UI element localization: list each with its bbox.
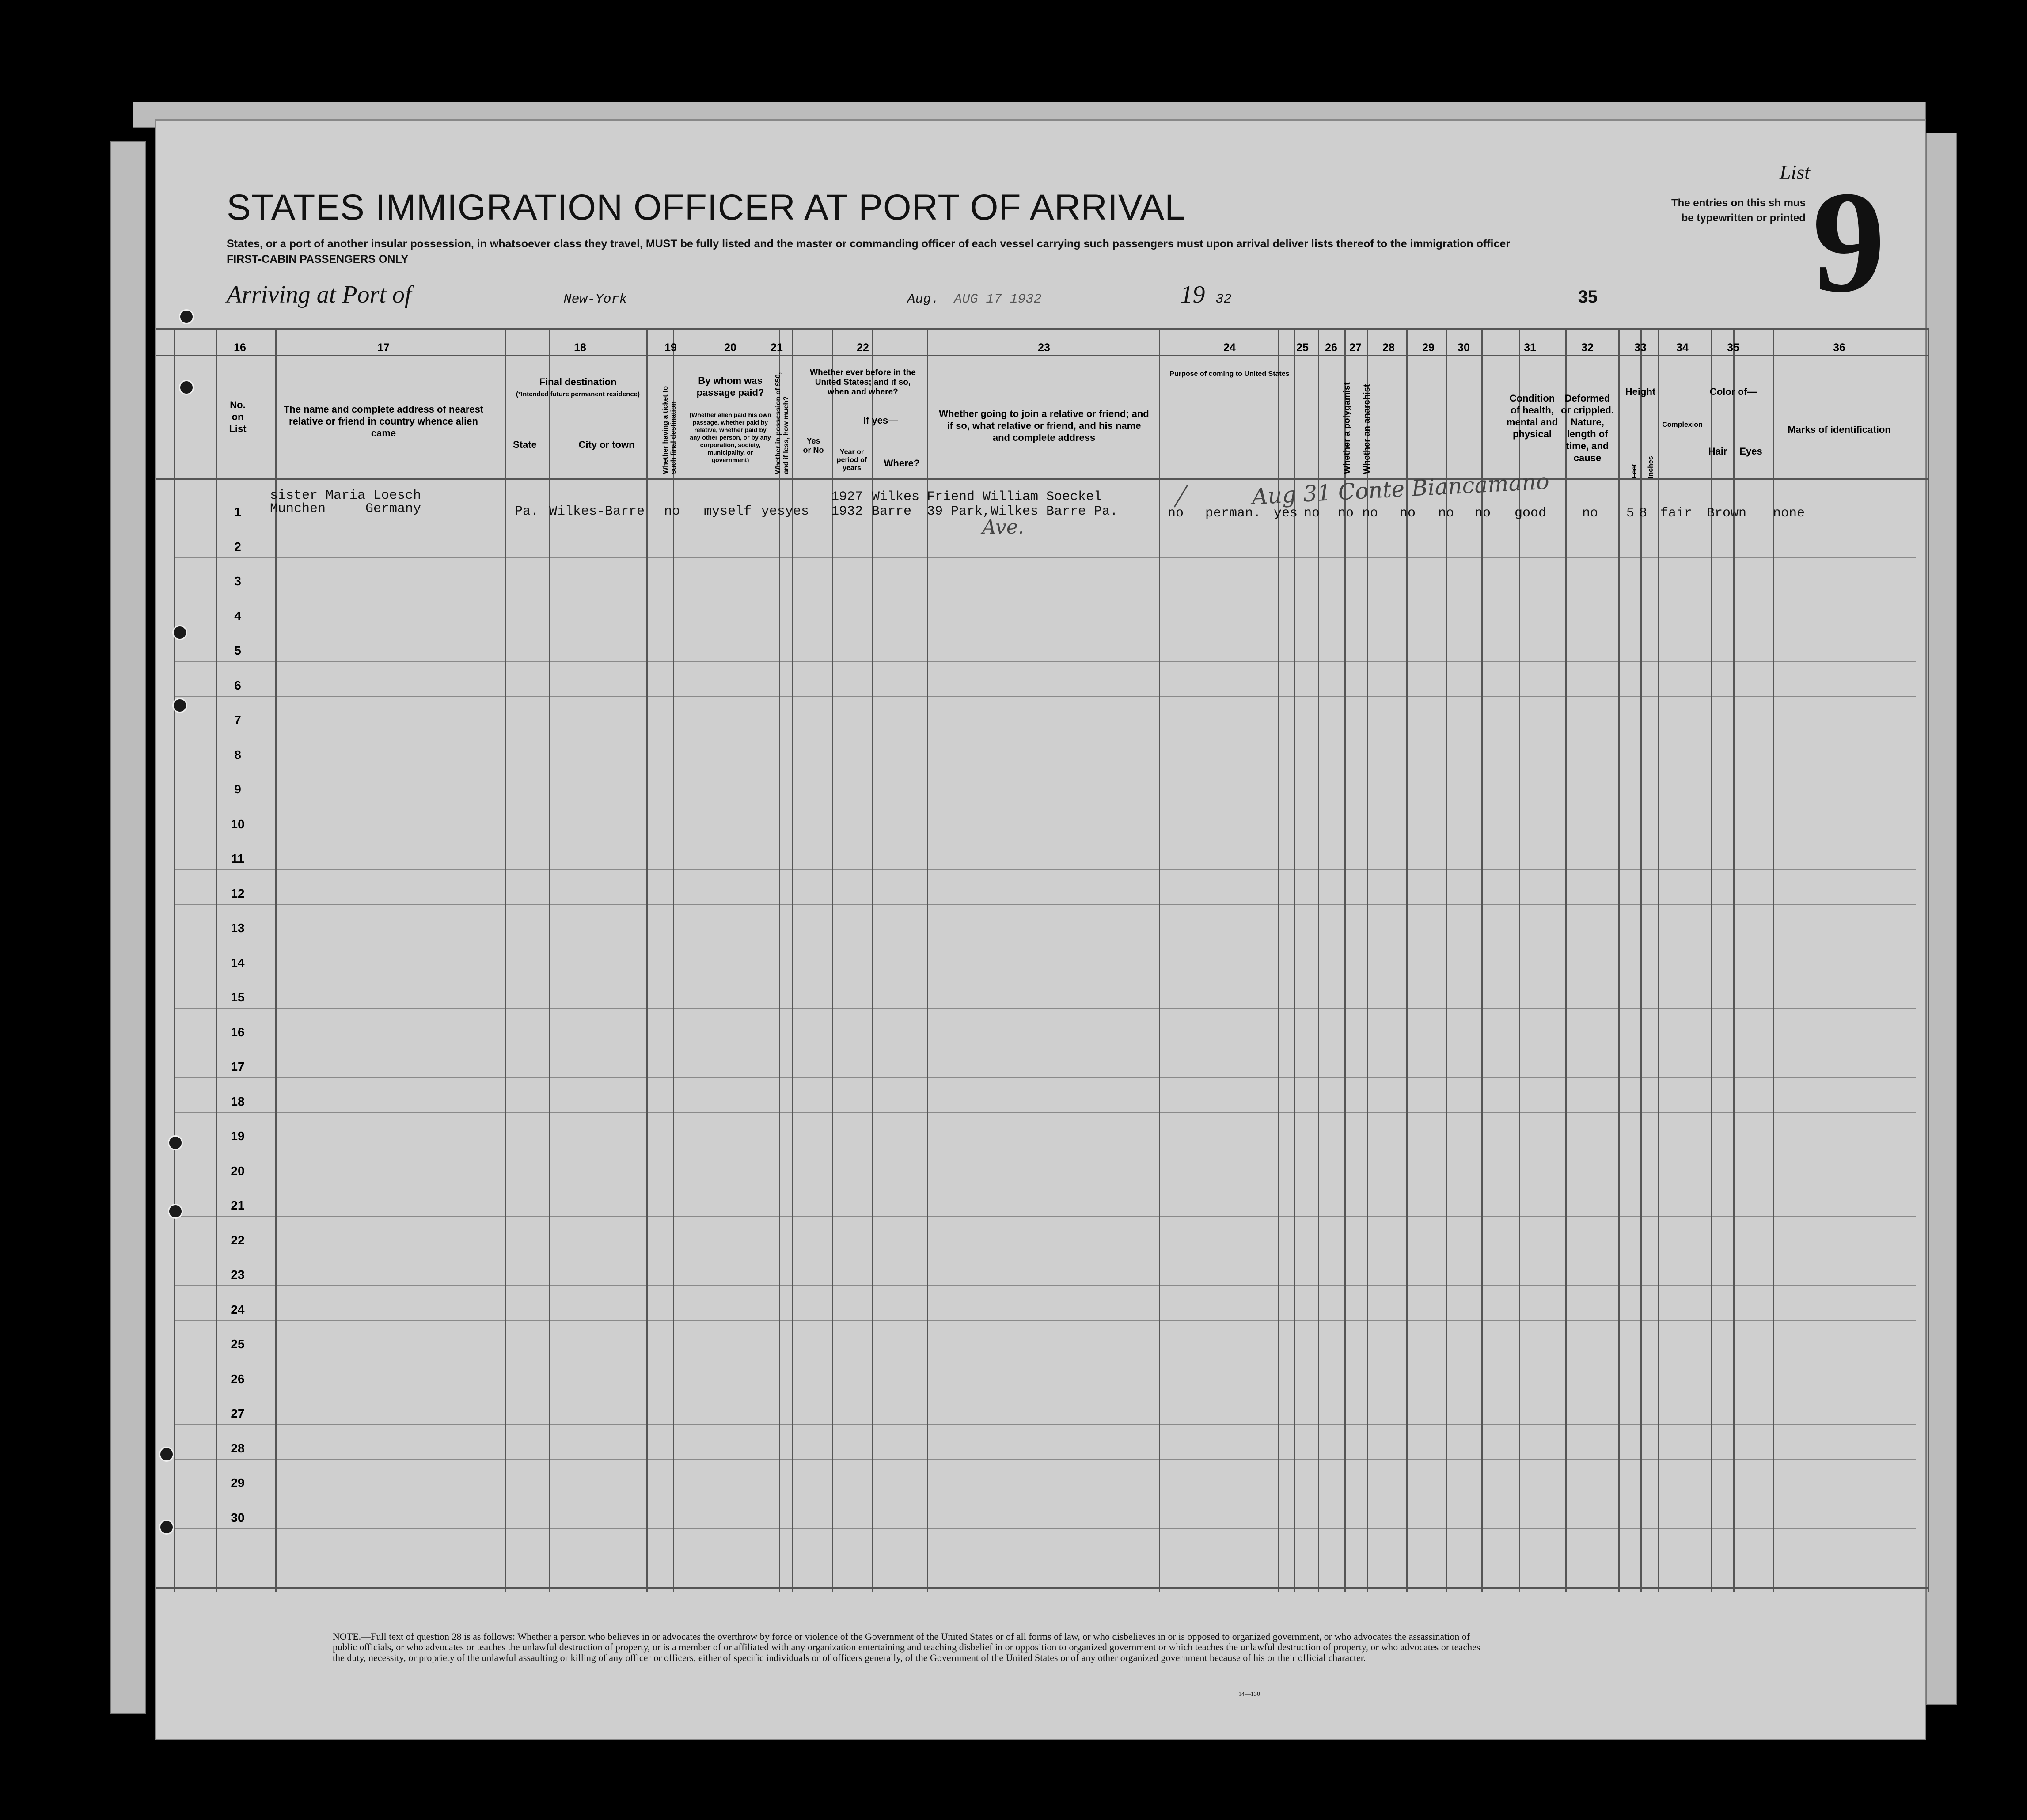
column-rule xyxy=(174,328,175,1592)
sheet-count: 35 xyxy=(1578,287,1598,307)
row-number: 7 xyxy=(234,713,241,727)
list-number: 9 xyxy=(1812,161,1885,322)
entry-where-1: Wilkes xyxy=(872,489,920,504)
entry-ticket: no xyxy=(664,504,680,519)
row-number: 16 xyxy=(231,1025,245,1039)
entry-complexion: fair xyxy=(1660,506,1693,521)
entry-deformed: no xyxy=(1582,506,1598,521)
entry-marks: none xyxy=(1773,506,1805,521)
header-condition: Condition of health, mental and physical xyxy=(1506,393,1558,440)
column-rule xyxy=(1928,328,1929,1592)
column-number: 35 xyxy=(1727,341,1739,354)
column-rule xyxy=(646,328,648,1592)
arrival-date-stamp: AUG 17 1932 xyxy=(954,292,1042,307)
header-marks: Marks of identification xyxy=(1788,424,1891,435)
row-number: 4 xyxy=(234,609,241,623)
year-suffix: 32 xyxy=(1215,292,1232,307)
binder-hole xyxy=(172,625,187,640)
row-rule xyxy=(174,1320,1916,1321)
entry-hair: Brown xyxy=(1707,506,1747,521)
row-number: 25 xyxy=(231,1337,245,1351)
column-number: 19 xyxy=(664,341,677,354)
row-number: 29 xyxy=(231,1476,245,1490)
header-rule-top xyxy=(156,328,1928,330)
footer-note: NOTE.—Full text of question 28 is as follows: Whether a person who believes in or advocates the overthrow by force or violence of the Government of the United States or of all forms of law, or who disbelieves in or is opposed to organized government, or who advocates the assassination of public officials, or who advocates or teaches the unlawful destruction of property, or is a member of or affiliated with any organization entertaining and teaching disbelief in or opposition to organized government or which teaches the unlawful destruction of property, or who advocates or teaches the duty, necessity, or propriety of the unlawful assaulting or killing of any officer or officers, either of specific individuals or of officers generally, of the Government of the United States or of any other organized government because of his or their official character. xyxy=(333,1631,1480,1663)
row-number: 5 xyxy=(234,644,241,657)
entry-c29: no xyxy=(1438,506,1454,521)
header-anarchist: Whether an anarchist xyxy=(1362,384,1372,474)
row-rule xyxy=(174,1459,1916,1460)
class-line: FIRST-CABIN PASSENGERS ONLY xyxy=(227,253,409,265)
column-number: 16 xyxy=(234,341,246,354)
row-rule xyxy=(174,696,1916,697)
entry-feet: 5 xyxy=(1626,506,1635,521)
row-rule xyxy=(174,1424,1916,1425)
entry-state: Pa. xyxy=(515,504,539,519)
row-rule xyxy=(174,661,1916,662)
arriving-label: Arriving at Port of xyxy=(227,281,412,308)
header-nearest-relative: The name and complete address of nearest relative or friend in country whence alien came xyxy=(283,404,484,439)
row-rule xyxy=(174,1216,1916,1217)
header-state: State xyxy=(513,439,537,450)
entry-where-2: Barre xyxy=(872,504,912,519)
entry-c26: no xyxy=(1338,506,1354,521)
column-number: 24 xyxy=(1223,341,1236,354)
row-number: 1 xyxy=(234,505,241,519)
entry-relative-line2: Munchen Germany xyxy=(270,501,421,516)
row-number: 13 xyxy=(231,921,245,935)
entry-inches: 8 xyxy=(1639,506,1647,521)
form-code: 14—130 xyxy=(1238,1691,1260,1698)
header-if-yes: If yes— xyxy=(863,415,898,426)
header-final-destination-note: (*Intended future permanent residence) xyxy=(516,391,640,398)
entry-c30: no xyxy=(1475,506,1491,521)
entry-c24a: no xyxy=(1168,506,1184,521)
column-number: 36 xyxy=(1833,341,1845,354)
entry-c24b: perman. xyxy=(1205,506,1261,521)
row-number: 10 xyxy=(231,817,245,831)
header-complexion: Complexion xyxy=(1662,421,1703,428)
table-bottom-rule xyxy=(156,1587,1928,1589)
binder-hole xyxy=(179,380,194,395)
entry-handwritten-annotation: Aug 31 Conte Biancamano xyxy=(1251,468,1550,510)
column-rule xyxy=(1159,328,1160,1592)
column-number: 20 xyxy=(724,341,736,354)
row-number: 23 xyxy=(231,1268,245,1282)
entry-passage: myself xyxy=(704,504,752,519)
entry-health: good xyxy=(1515,506,1547,521)
header-inches: Inches xyxy=(1647,456,1655,478)
row-rule xyxy=(174,1528,1916,1529)
binder-hole xyxy=(168,1135,183,1150)
entry-joining-line1: Friend William Soeckel xyxy=(927,489,1102,504)
header-ticket: Whether having a ticket to such final destination xyxy=(662,386,677,474)
row-rule xyxy=(174,1112,1916,1113)
header-color-of: Color of— xyxy=(1709,386,1757,397)
entry-joining-line2: 39 Park,Wilkes Barre Pa. xyxy=(927,504,1118,519)
header-rule-mid xyxy=(156,355,1928,356)
header-city: City or town xyxy=(578,439,635,450)
binder-hole xyxy=(159,1447,174,1462)
column-number: 21 xyxy=(771,341,783,354)
row-number: 3 xyxy=(234,574,241,588)
entry-joining-handwritten: Ave. xyxy=(982,516,1024,538)
entries-note-line2: be typewritten or printed xyxy=(1681,212,1806,224)
header-passage: By whom was passage paid? xyxy=(696,375,764,398)
column-number: 31 xyxy=(1524,341,1536,354)
handwritten-slash xyxy=(1172,483,1190,509)
column-rule xyxy=(505,328,506,1592)
row-rule xyxy=(174,1285,1916,1286)
column-number: 23 xyxy=(1038,341,1050,354)
column-number: 27 xyxy=(1349,341,1362,354)
column-number: 33 xyxy=(1634,341,1647,354)
row-number: 11 xyxy=(231,852,244,865)
year-prefix: 19 xyxy=(1180,281,1205,308)
column-number: 26 xyxy=(1325,341,1337,354)
row-rule xyxy=(174,1077,1916,1078)
header-purpose: Purpose of coming to United States xyxy=(1169,370,1290,378)
header-no-on-list: No. on List xyxy=(229,399,247,434)
underlying-sheet xyxy=(110,141,146,1714)
header-height: Height xyxy=(1625,386,1656,397)
row-number: 9 xyxy=(234,782,241,796)
entries-note-line1: The entries on this sh mus xyxy=(1671,197,1806,209)
row-number: 27 xyxy=(231,1407,245,1420)
row-rule xyxy=(174,904,1916,905)
column-rule xyxy=(275,328,277,1592)
header-joining: Whether going to join a relative or friend; and if so, what relative or friend, and his name and complete address xyxy=(939,408,1149,443)
binder-hole xyxy=(168,1204,183,1219)
row-rule xyxy=(174,1008,1916,1009)
entry-year-2: 1932 xyxy=(831,504,863,519)
column-rule xyxy=(1658,328,1659,1592)
header-deformed: Deformed or crippled. Nature, length of time, and cause xyxy=(1561,393,1614,463)
header-where: Where? xyxy=(884,458,920,469)
entries-note xyxy=(1671,196,1806,226)
row-number: 22 xyxy=(231,1233,245,1247)
header-hair: Hair xyxy=(1708,446,1727,457)
column-number: 29 xyxy=(1422,341,1435,354)
header-eyes: Eyes xyxy=(1739,446,1762,457)
column-number: 28 xyxy=(1382,341,1395,354)
binder-hole xyxy=(172,698,187,713)
document-title: STATES IMMIGRATION OFFICER AT PORT OF ARRIVAL xyxy=(227,187,1185,228)
entry-c25: no xyxy=(1304,506,1320,521)
column-number: 25 xyxy=(1296,341,1309,354)
entry-year-1: 1927 xyxy=(831,489,863,504)
column-number: 18 xyxy=(574,341,586,354)
row-number: 30 xyxy=(231,1510,245,1524)
column-number: 34 xyxy=(1676,341,1689,354)
row-number: 12 xyxy=(231,886,245,900)
row-number: 28 xyxy=(231,1441,245,1455)
row-number: 20 xyxy=(231,1164,245,1178)
binder-hole xyxy=(159,1520,174,1535)
entry-city: Wilkes-Barre xyxy=(549,504,645,519)
header-rule-bottom xyxy=(156,478,1928,480)
document-subtitle: States, or a port of another insular possession, in whatsoever class they travel, MUST be fully listed and the master or commanding officer of each vessel carrying such passengers must upon arrival deliver lists thereof to the immigration officer xyxy=(227,238,1510,250)
header-polygamist: Whether a polygamist xyxy=(1342,382,1352,474)
column-number: 32 xyxy=(1581,341,1594,354)
column-number: 17 xyxy=(377,341,390,354)
entry-c28: no xyxy=(1400,506,1416,521)
arriving-line xyxy=(227,281,1598,309)
row-number: 21 xyxy=(231,1198,245,1212)
entry-c27: no xyxy=(1362,506,1378,521)
port-name: New-York xyxy=(563,292,627,307)
header-final-destination: Final destination xyxy=(539,376,617,387)
row-number: 18 xyxy=(231,1094,245,1108)
column-rule xyxy=(1565,328,1567,1592)
column-number: 22 xyxy=(857,341,869,354)
header-passage-note: (Whether alien paid his own passage, whether paid by relative, whether paid by any other person, or by any corporation, society, municipality, or government) xyxy=(689,411,771,463)
column-rule xyxy=(1618,328,1620,1592)
row-number: 24 xyxy=(231,1302,245,1316)
row-number: 6 xyxy=(234,678,241,692)
entry-possession: yesyes xyxy=(761,504,809,519)
column-number: 30 xyxy=(1458,341,1470,354)
row-number: 19 xyxy=(231,1129,245,1143)
column-rule xyxy=(216,328,217,1592)
header-possession-50: Whether in possession of $50, and if less, how much? xyxy=(774,372,790,474)
header-feet: Feet xyxy=(1631,464,1638,478)
arrival-month: Aug. xyxy=(907,292,939,307)
row-number: 14 xyxy=(231,956,245,970)
row-rule xyxy=(174,869,1916,870)
row-number: 2 xyxy=(234,539,241,554)
row-number: 17 xyxy=(231,1060,245,1073)
binder-hole xyxy=(179,309,194,324)
header-yes-no: Yes or No xyxy=(803,436,824,455)
row-number: 8 xyxy=(234,747,241,762)
row-number: 15 xyxy=(231,990,245,1004)
header-ever-before: Whether ever before in the United States; and if so, when and where? xyxy=(810,368,916,397)
row-number: 26 xyxy=(231,1372,245,1386)
entry-relative-line1: sister Maria Loesch xyxy=(270,488,421,503)
header-year-period: Year or period of years xyxy=(836,448,867,472)
list-label: List xyxy=(1779,161,1810,183)
row-rule xyxy=(174,557,1916,558)
underlying-sheet-right xyxy=(1926,133,1957,1705)
entry-c24c: yes xyxy=(1274,506,1298,521)
manifest-sheet xyxy=(155,119,1926,1740)
